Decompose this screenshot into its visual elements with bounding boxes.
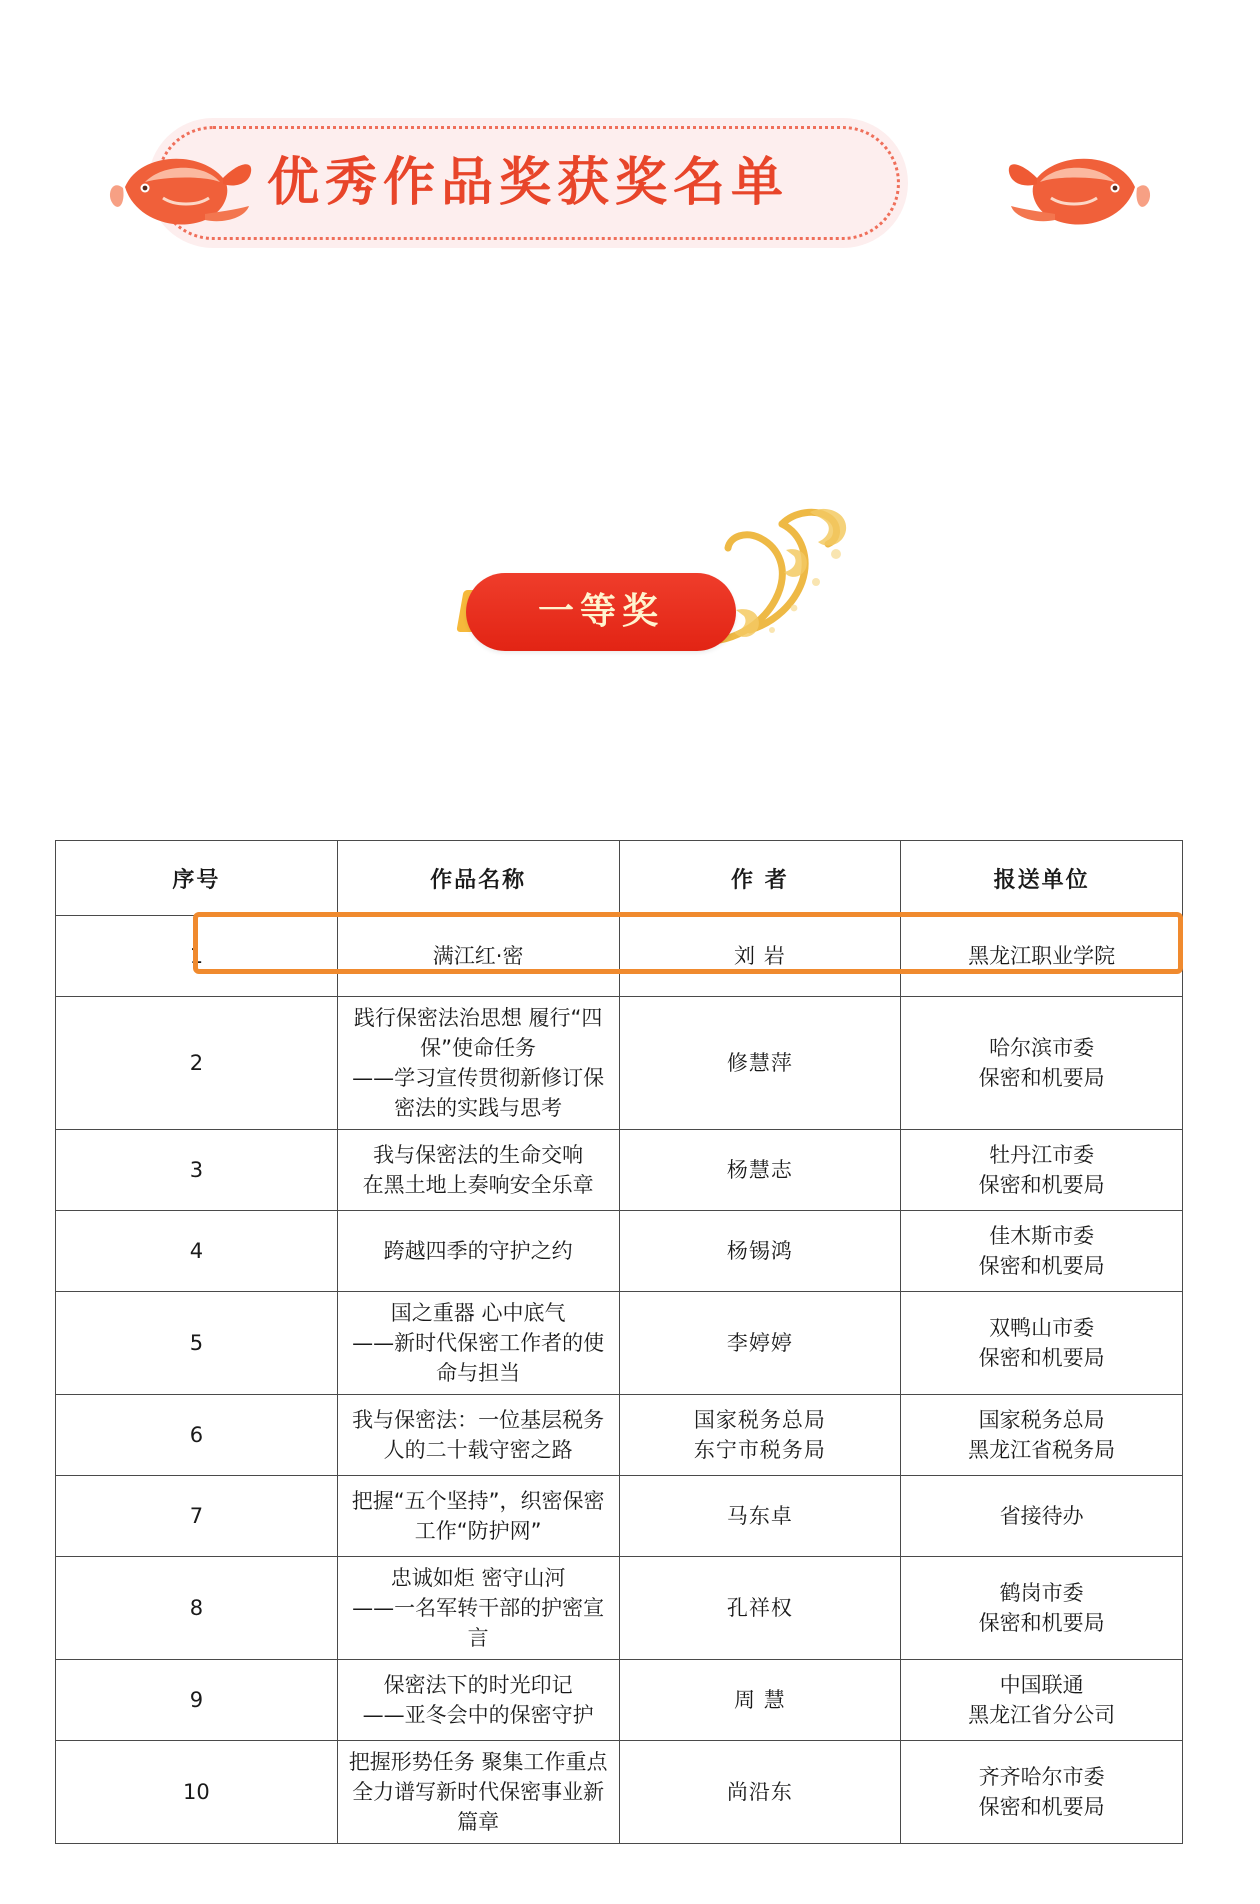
row-title xyxy=(337,997,619,1130)
row-title xyxy=(337,1395,619,1476)
row-unit xyxy=(901,1660,1183,1741)
row-unit-line1: 黑龙江职业学院 xyxy=(968,944,1116,968)
row-title-line1: 我与保密法：一位基层税务人的二十载守密之路 xyxy=(352,1408,605,1462)
row-index: 6 xyxy=(56,1395,338,1476)
column-header-author: 作 者 xyxy=(619,841,901,916)
row-index: 2 xyxy=(56,997,338,1130)
row-title-line1: 国之重器 心中底气 xyxy=(390,1301,566,1325)
row-author: 杨锡鸿 xyxy=(619,1211,901,1292)
koi-fish-icon xyxy=(1005,132,1155,242)
row-author: 周 慧 xyxy=(619,1660,901,1741)
row-title xyxy=(337,1660,619,1741)
table-row xyxy=(56,1211,1183,1292)
row-title xyxy=(337,1211,619,1292)
row-title xyxy=(337,1130,619,1211)
row-index: 1 xyxy=(56,916,338,997)
row-title-line1: 我与保密法的生命交响 xyxy=(373,1143,584,1167)
row-unit xyxy=(901,1211,1183,1292)
table-header-row xyxy=(56,841,1183,916)
row-unit-line2: 保密和机要局 xyxy=(978,1611,1105,1635)
table-row xyxy=(56,1741,1183,1844)
column-header-unit: 报送单位 xyxy=(901,841,1183,916)
row-index: 7 xyxy=(56,1476,338,1557)
table-row xyxy=(56,1660,1183,1741)
row-author: 修慧萍 xyxy=(619,997,901,1130)
row-title-line1: 保密法下的时光印记 xyxy=(383,1673,573,1697)
row-unit-line2: 保密和机要局 xyxy=(978,1254,1105,1278)
row-index: 5 xyxy=(56,1292,338,1395)
row-unit xyxy=(901,1741,1183,1844)
table-row xyxy=(56,1292,1183,1395)
row-title-line2: ——学习宣传贯彻新修订保密法的实践与思考 xyxy=(352,1066,605,1120)
row-unit-line1: 国家税务总局 xyxy=(978,1408,1105,1432)
row-title xyxy=(337,1476,619,1557)
page-header xyxy=(0,110,1260,270)
table-row xyxy=(56,1557,1183,1660)
row-unit xyxy=(901,916,1183,997)
winners-table xyxy=(55,840,1183,1844)
row-title-line1: 把握形势任务 聚集工作重点 xyxy=(348,1750,608,1774)
row-title xyxy=(337,1557,619,1660)
winners-table-wrap xyxy=(55,840,1183,1844)
award-section xyxy=(0,490,1260,680)
row-unit-line1: 齐齐哈尔市委 xyxy=(978,1765,1105,1789)
row-unit-line2: 保密和机要局 xyxy=(978,1066,1105,1090)
row-title-line2: ——新时代保密工作者的使命与担当 xyxy=(352,1331,605,1385)
table-row xyxy=(56,1130,1183,1211)
row-title xyxy=(337,1292,619,1395)
table-row xyxy=(56,997,1183,1130)
row-title-line1: 把握“五个坚持”，织密保密工作“防护网” xyxy=(351,1489,605,1543)
row-author: 李婷婷 xyxy=(619,1292,901,1395)
row-author xyxy=(619,1395,901,1476)
row-title-line2: 全力谱写新时代保密事业新篇章 xyxy=(352,1780,605,1834)
row-unit-line1: 鹤岗市委 xyxy=(999,1581,1084,1605)
award-label: 一等奖 xyxy=(537,591,664,632)
title-banner xyxy=(148,118,908,248)
row-title-line1: 忠诚如炬 密守山河 xyxy=(390,1566,566,1590)
table-row xyxy=(56,1395,1183,1476)
row-author: 尚沿东 xyxy=(619,1741,901,1844)
row-unit xyxy=(901,1292,1183,1395)
row-unit-line1: 哈尔滨市委 xyxy=(989,1036,1095,1060)
row-index: 3 xyxy=(56,1130,338,1211)
row-title-line2: 在黑土地上奏响安全乐章 xyxy=(362,1173,594,1197)
row-author: 杨慧志 xyxy=(619,1130,901,1211)
row-title-line2: ——一名军转干部的护密宣言 xyxy=(352,1596,605,1650)
row-author-line1: 国家税务总局 xyxy=(693,1408,826,1432)
row-title xyxy=(337,1741,619,1844)
row-unit xyxy=(901,1395,1183,1476)
row-index: 10 xyxy=(56,1741,338,1844)
row-author: 孔祥权 xyxy=(619,1557,901,1660)
koi-fish-icon xyxy=(105,132,255,242)
column-header-index: 序号 xyxy=(56,841,338,916)
page-title: 优秀作品奖获奖名单 xyxy=(266,153,789,213)
award-pill xyxy=(466,573,736,651)
row-unit-line1: 佳木斯市委 xyxy=(989,1224,1095,1248)
row-author: 刘 岩 xyxy=(619,916,901,997)
row-title-line1: 跨越四季的守护之约 xyxy=(383,1239,573,1263)
row-author-line2: 东宁市税务局 xyxy=(693,1438,826,1462)
row-unit-line2: 保密和机要局 xyxy=(978,1795,1105,1819)
row-unit xyxy=(901,997,1183,1130)
row-unit xyxy=(901,1130,1183,1211)
table-row xyxy=(56,1476,1183,1557)
row-title xyxy=(337,916,619,997)
row-unit xyxy=(901,1476,1183,1557)
row-title-line2: ——亚冬会中的保密守护 xyxy=(362,1703,594,1727)
row-unit-line2: 黑龙江省税务局 xyxy=(968,1438,1116,1462)
row-unit-line1: 中国联通 xyxy=(999,1673,1084,1697)
row-unit-line1: 双鸭山市委 xyxy=(989,1316,1095,1340)
row-index: 8 xyxy=(56,1557,338,1660)
table-row xyxy=(56,916,1183,997)
row-unit-line2: 保密和机要局 xyxy=(978,1346,1105,1370)
row-unit-line2: 黑龙江省分公司 xyxy=(968,1703,1116,1727)
row-title-line1: 践行保密法治思想 履行“四保”使命任务 xyxy=(353,1006,603,1060)
row-unit-line1: 省接待办 xyxy=(999,1504,1084,1528)
row-index: 4 xyxy=(56,1211,338,1292)
row-unit-line2: 保密和机要局 xyxy=(978,1173,1105,1197)
row-index: 9 xyxy=(56,1660,338,1741)
column-header-title: 作品名称 xyxy=(337,841,619,916)
row-author: 马东卓 xyxy=(619,1476,901,1557)
row-title-line1: 满江红·密 xyxy=(432,944,524,968)
row-unit xyxy=(901,1557,1183,1660)
row-unit-line1: 牡丹江市委 xyxy=(989,1143,1095,1167)
